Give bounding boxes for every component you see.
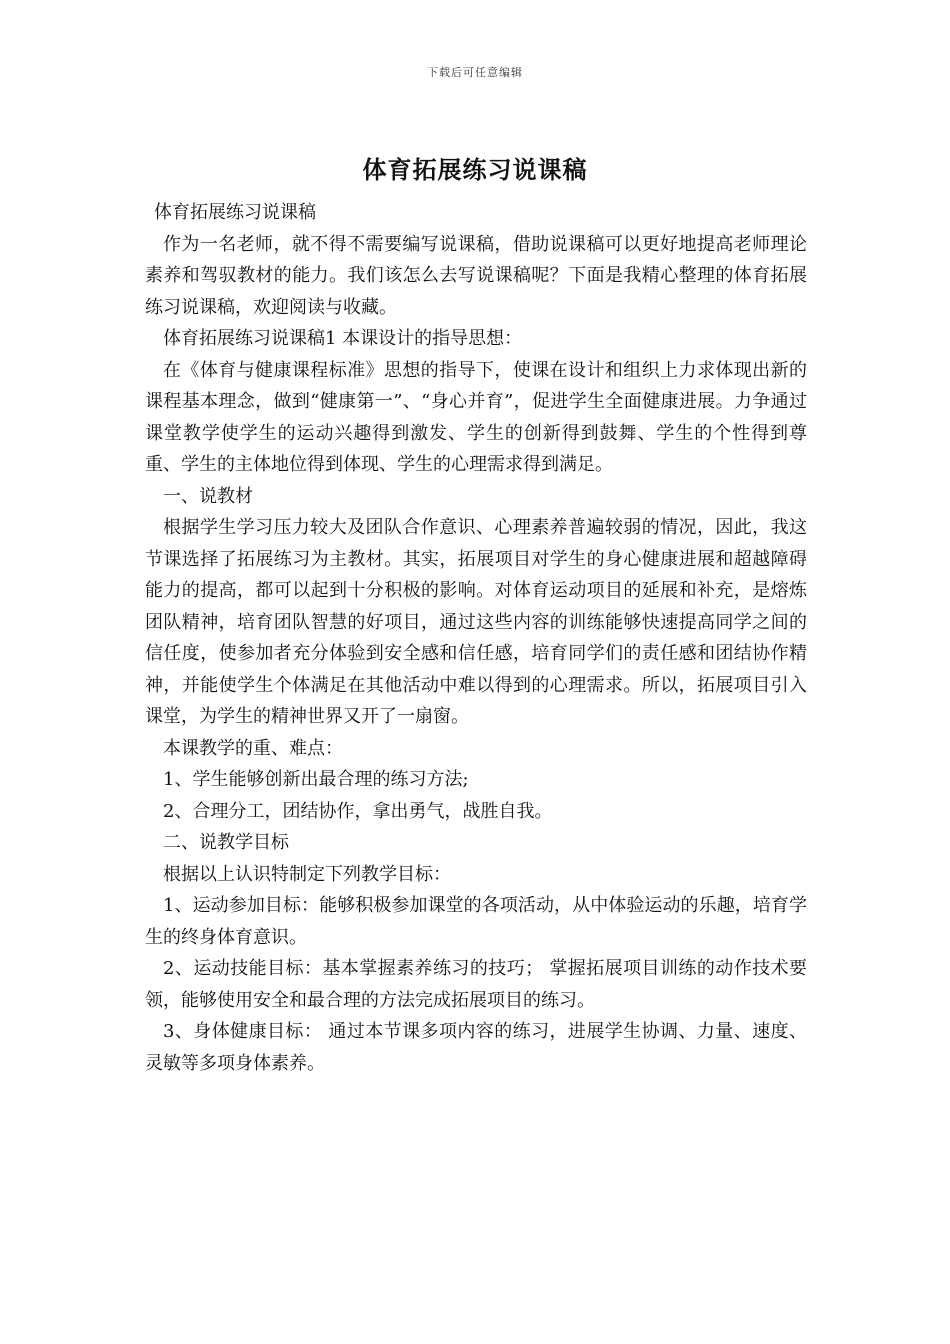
- paragraph-teaching-material: 根据学生学习压力较大及团队合作意识、心理素养普遍较弱的情况，因此，我这节课选择了拓展练习为主教材。其实，拓展项目对学生的身心健康进展和超越障碍能力的提高，都可以起到十分积极的影响。对体育运动项目的延展和补充，是熔炼团队精神，培育团队智慧的好项目，通过这些内容的训练能够快速提高同学之间的信任度，使参加者充分体验到安全感和信任感，培育同学们的责任感和团结协作精神，并能使学生个体满足在其他活动中难以得到的心理需求。所以，拓展项目引入课堂，为学生的精神世界又开了一扇窗。: [145, 517, 807, 727]
- list-item-key-point-2: 2、合理分工，团结协作，拿出勇气，战胜自我。: [163, 800, 553, 822]
- paragraph-subtitle: 体育拓展练习说课稿: [154, 202, 316, 223]
- document-body: [145, 197, 807, 1079]
- paragraph-guiding-idea: 在《体育与健康课程标准》思想的指导下，使课在设计和组织上力求体现出新的课程基本理念，做到“健康第一”、“身心并育”，促进学生全面健康进展。力争通过课堂教学使学生的运动兴趣得到激发、学生的创新得到鼓舞、学生的个性得到尊重、学生的主体地位得到体现、学生的心理需求得到满足。: [145, 359, 807, 475]
- heading-key-points: 本课教学的重、难点：: [163, 737, 343, 759]
- list-item-goal-3: 3、身体健康目标： 通过本节课多项内容的练习，进展学生协调、力量、速度、灵敏等多项身体素养。: [145, 1021, 807, 1074]
- list-item-goal-2: 2、运动技能目标：基本掌握素养练习的技巧； 掌握拓展项目训练的动作技术要领，能够使用安全和最合理的方法完成拓展项目的练习。: [145, 958, 807, 1011]
- list-item-key-point-1: 1、学生能够创新出最合理的练习方法;: [163, 769, 469, 790]
- paragraph-goals-intro: 根据以上认识特制定下列教学目标：: [163, 863, 451, 885]
- heading-teaching-goals: 二、说教学目标: [163, 832, 289, 853]
- paragraph-intro: 作为一名老师，就不得不需要编写说课稿，借助说课稿可以更好地提高老师理论素养和驾驭教材的能力。我们该怎么去写说课稿呢？下面是我精心整理的体育拓展练习说课稿，欢迎阅读与收藏。: [145, 233, 807, 318]
- list-item-goal-1: 1、运动参加目标：能够积极参加课堂的各项活动，从中体验运动的乐趣，培育学生的终身体育意识。: [145, 895, 807, 948]
- header-note: 下载后可任意编辑: [427, 66, 523, 79]
- paragraph-section-heading: 体育拓展练习说课稿1 本课设计的指导思想：: [163, 328, 523, 349]
- heading-teaching-material: 一、说教材: [163, 485, 253, 507]
- document-title: 体育拓展练习说课稿: [362, 156, 588, 184]
